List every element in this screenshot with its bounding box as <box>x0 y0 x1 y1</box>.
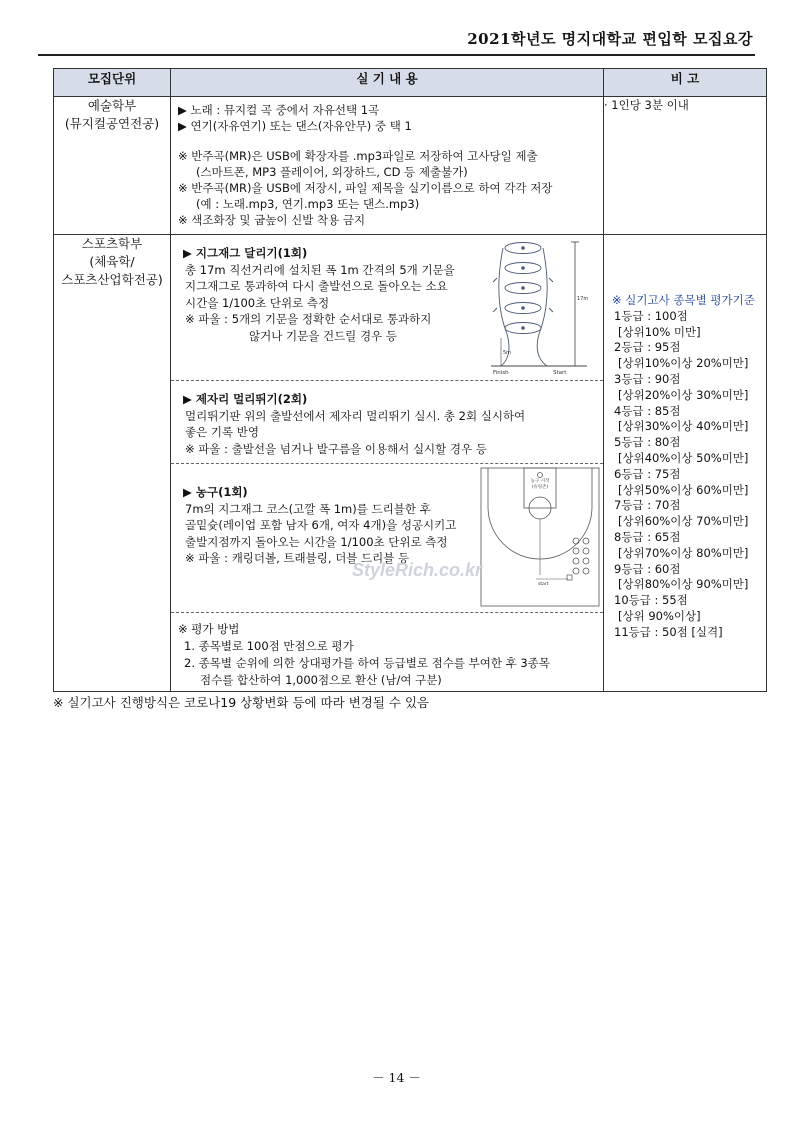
art-line-song: ▶ 노래 : 뮤지컬 곡 중에서 자유선택 1곡 <box>178 103 380 117</box>
basketball-title: ▶ 농구(1회) <box>183 485 248 499</box>
sports-content-cell <box>171 235 604 692</box>
grade-range: [상위30%이상 40%미만] <box>618 419 749 434</box>
grade-last: 11등급 : 50점 [실격] <box>614 624 723 639</box>
basketball-line: 골밑슛(레이업 포함 남자 6개, 여자 4개)을 성공시키고 <box>185 518 457 532</box>
zigzag-foul-cont: 않거나 기문을 건드릴 경우 등 <box>249 328 397 343</box>
grade-range: [상위10% 미만] <box>618 324 701 339</box>
title-rule <box>38 54 755 56</box>
zigzag-line: 총 17m 직선거리에 설치된 폭 1m 간격의 5개 기문을 <box>185 262 455 277</box>
long-jump-foul: ※ 파울 : 출발선을 넘거나 발구름을 이용해서 실시할 경우 등 <box>185 441 487 456</box>
court-label-start: start <box>538 582 549 587</box>
long-jump-line: 멀리뛰기판 위의 출발선에서 제자리 멀리뛰기 실시. 총 2회 실시하여 <box>185 408 526 423</box>
art-unit-major: (뮤지컬공연전공) <box>64 116 160 131</box>
art-content-cell <box>171 97 604 235</box>
art-line-mr-example: (예 : 노래.mp3, 연기.mp3 또는 댄스.mp3) <box>196 197 420 211</box>
art-row <box>54 97 767 235</box>
evaluation-item-2: 2. 종목별 순위에 의한 상대평가를 하여 등급별로 점수를 부여한 후 3종목 <box>184 656 550 670</box>
grade-item: 6등급 : 75점 <box>614 466 681 481</box>
basketball-section <box>171 463 603 612</box>
art-unit-cell <box>54 97 171 235</box>
grade-item: 5등급 : 80점 <box>614 435 681 450</box>
grade-range: [상위80%이상 90%미만] <box>618 577 749 592</box>
zigzag-foul: ※ 파울 : 5개의 기문을 정확한 순서대로 통과하지 <box>185 312 432 326</box>
art-line-mr-submit: ※ 반주곡(MR)은 USB에 확장자를 .mp3파일로 저장하여 고사당일 제출 <box>178 149 538 163</box>
page-number: － 14 － <box>372 1070 421 1085</box>
art-note-cell: · 1인당 3분 이내 <box>604 97 767 235</box>
long-jump-title: ▶ 제자리 멀리뛰기(2회) <box>183 392 308 406</box>
grade-item: 7등급 : 70점 <box>614 498 681 513</box>
header-note: 비 고 <box>604 69 767 97</box>
admission-table <box>53 68 767 692</box>
sports-unit-cell <box>54 235 171 692</box>
basketball-line: 7m의 지그재그 코스(고깔 폭 1m)를 드리블한 후 <box>185 501 431 516</box>
evaluation-item-2-cont: 점수를 합산하여 1,000점으로 환산 (남/여 구분) <box>200 673 442 687</box>
grade-range: [상위20%이상 30%미만] <box>618 387 749 402</box>
art-line-acting: ▶ 연기(자유연기) 또는 댄스(자유안무) 중 택 1 <box>178 119 412 133</box>
zigzag-line: 시간을 1/100초 단위로 측정 <box>185 295 330 310</box>
basketball-court-diagram <box>480 467 600 607</box>
grade-item: 9등급 : 60점 <box>614 561 681 576</box>
evaluation-title: ※ 평가 방법 <box>178 622 240 636</box>
zigzag-section <box>171 235 603 380</box>
grade-range: [상위70%이상 80%미만] <box>618 545 749 560</box>
sports-grades-cell <box>604 235 767 692</box>
sports-unit-major-1: (체육학/ <box>89 254 135 269</box>
court-label-start-area: 농구 시작 <box>530 479 550 484</box>
grade-range: [상위10%이상 20%미만] <box>618 356 749 371</box>
long-jump-section <box>171 380 603 463</box>
grade-item: 1등급 : 100점 <box>614 308 688 323</box>
header-content: 실 기 내 용 <box>171 69 604 97</box>
grade-item: 3등급 : 90점 <box>614 371 681 386</box>
document-title: 2021학년도 명지대학교 편입학 모집요강 <box>467 30 753 48</box>
grade-range: [상위 90%이상] <box>618 608 701 623</box>
court-label-shooting-zone: (슈팅존) <box>531 485 549 490</box>
sports-unit-name: 스포츠학부 <box>81 236 143 251</box>
grade-item: 2등급 : 95점 <box>614 340 681 355</box>
long-jump-line: 좋은 기록 반영 <box>185 425 259 439</box>
zigzag-diagram-total-distance: 17m <box>577 296 589 302</box>
zigzag-diagram-finish-label: Finish <box>493 370 509 376</box>
sports-row <box>54 235 767 692</box>
basketball-foul: ※ 파울 : 캐링더볼, 트래블링, 더블 드리블 등 <box>185 551 410 565</box>
zigzag-course-diagram <box>489 238 601 376</box>
header-unit: 모집단위 <box>54 69 171 97</box>
grades-title: ※ 실기고사 종목별 평가기준 <box>612 293 755 307</box>
grade-range: [상위40%이상 50%미만] <box>618 450 749 465</box>
art-line-mr-filename: ※ 반주곡(MR)을 USB에 저장시, 파일 제목을 실기이름으로 하여 각각 저장 <box>178 181 553 195</box>
footer-note: ※ 실기고사 진행방식은 코로나19 상황변화 등에 따라 변경될 수 있음 <box>53 695 430 710</box>
grade-item: 4등급 : 85점 <box>614 403 681 418</box>
grade-item: 10등급 : 55점 <box>614 593 688 608</box>
sports-unit-major-2: 스포츠산업학전공) <box>61 272 163 287</box>
zigzag-diagram-start-label: Start <box>553 370 567 376</box>
basketball-line: 출발지점까지 돌아오는 시간을 1/100초 단위로 측정 <box>185 534 448 549</box>
watermark <box>352 560 482 580</box>
watermark-text: StyleRich.co.kr <box>352 560 483 580</box>
zigzag-line: 지그재그로 통과하여 다시 출발선으로 돌아오는 소요 <box>185 279 448 293</box>
art-unit-name: 예술학부 <box>87 98 137 113</box>
art-line-dress-rule: ※ 색조화장 및 굽높이 신발 착용 금지 <box>178 213 366 227</box>
grade-item: 8등급 : 65점 <box>614 529 681 544</box>
zigzag-diagram-short-distance: 5m <box>503 350 512 356</box>
grades-list <box>604 235 766 641</box>
zigzag-title: ▶ 지그재그 달리기(1회) <box>183 246 308 260</box>
table-header-row <box>54 69 767 97</box>
art-line-mr-submit-note: (스마트폰, MP3 플레이어, 외장하드, CD 등 제출불가) <box>196 165 468 179</box>
grade-range: [상위50%이상 60%미만] <box>618 482 749 497</box>
grade-range: [상위60%이상 70%미만] <box>618 514 749 529</box>
evaluation-section <box>171 612 603 691</box>
evaluation-item-1: 1. 종목별로 100점 만점으로 평가 <box>184 639 354 653</box>
